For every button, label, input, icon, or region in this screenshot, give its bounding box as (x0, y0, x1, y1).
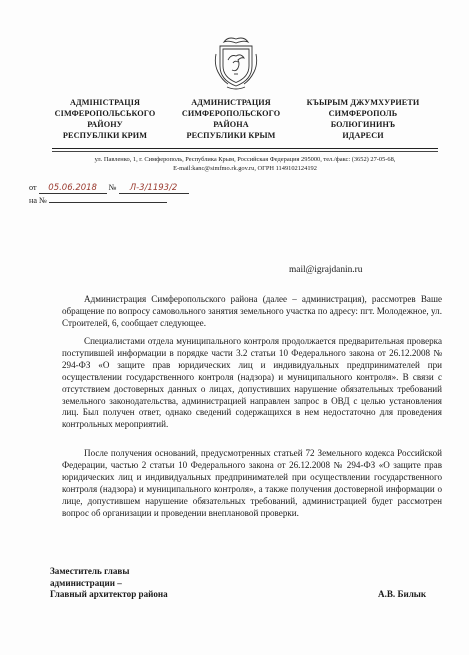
address-block (55, 155, 435, 173)
header-divider-thin (52, 151, 438, 152)
header-ua-line: СІМФЕРОПОЛЬСЬКОГО (54, 109, 156, 118)
reply-to-label: на № (29, 196, 47, 205)
signatory-name: А.В. Билык (378, 589, 427, 599)
outgoing-date: 05.06.2018 (39, 183, 107, 194)
from-label: от (29, 183, 37, 192)
header-ru-line: РЕСПУБЛИКИ КРЫМ (186, 131, 276, 140)
header-ru-line: СИМФЕРОПОЛЬСКОГО (181, 109, 281, 118)
number-label: № (108, 183, 117, 192)
header-ct-line: СИМФЕРОПОЛЬ (328, 109, 398, 118)
header-ua-line: АДМІНІСТРАЦІЯ (69, 98, 141, 107)
header-ua-line: РЕСПУБЛІКИ КРИМ (62, 131, 148, 140)
outgoing-number: Л-3/1193/2 (119, 183, 189, 194)
header-ru-line: РАЙОНА (213, 120, 249, 129)
header-divider (52, 148, 438, 149)
header-crimean-tatar (298, 97, 428, 141)
reply-to-line (29, 196, 167, 205)
body-paragraph (62, 448, 442, 519)
paragraph-text: Специалистами отдела муниципального контроля продолжается предварительная проверка поступившей информации в порядке части 3.2 статьи 10 Федерального закона от 26.12.2008 № 294-ФЗ «О защите прав юридических лиц и индивидуальных предпринимателей при осуществлении государственного контроля (надзора) и муниципального контроля». В связи с отсутствием достоверных данных о лицах, допустивших нарушение обязательных требований земельного законодательства, администрацией направлен запрос в ОВД с целью установления лиц. Был получен ответ, однако сведений содержащихся в нем недостаточно для проведения контрольных мероприятий. (62, 336, 442, 430)
header-ct-line: ИДАРЕСИ (342, 131, 384, 140)
reply-to-blank (49, 202, 167, 203)
address-line: ул. Павленко, 1, г. Симферополь, Республика Крым, Российская Федерация 295000, тел./факс: (3652) 27-05-68, (94, 156, 396, 163)
address-email-line: E-mail:kanc@simfmo.rk.gov.ru, ОГРН 1149102124192 (173, 165, 317, 172)
signatory-title-line: Главный архитектор района (50, 589, 168, 599)
header-ua-line: РАЙОНУ (87, 120, 123, 129)
paragraph-text: Администрация Симферопольского района (далее – администрация), рассмотрев Ваше обращение по вопросу самовольного занятия земельного участка по адресу: пгт. Молодежное, ул. Строителей, 6, сообщает следующее. (62, 294, 442, 328)
header-ukrainian (50, 97, 160, 141)
recipient-email: mail@igrajdanin.ru (289, 265, 363, 275)
header-ct-line: КЪЫРЫМ ДЖУМХУРИЕТИ (306, 98, 420, 107)
paragraph-text: После получения оснований, предусмотренных статьей 72 Земельного кодекса Российской Федерации, частью 2 статьи 10 Федерального закона от 26.12.2008 № 294-ФЗ «О защите прав юридических лиц и индивидуальных предпринимателей при осуществлении государственного контроля (надзора) и муниципального контроля», а также получения достоверной информации о лице, допустившем нарушение обязательных требований, администрацией будет рассмотрен вопрос об организации и проведении внеплановой проверки. (62, 448, 442, 518)
registration-line (29, 183, 189, 194)
header-russian (173, 97, 289, 141)
signatory-title (50, 566, 168, 601)
header-ct-line: БОЛЮГИНИНЪ (330, 120, 396, 129)
body-paragraph (62, 336, 442, 431)
signatory-title-line: администрации – (50, 577, 122, 588)
body-paragraph (62, 294, 442, 330)
signatory-title-line: Заместитель главы (50, 566, 130, 576)
coat-of-arms-icon (214, 34, 258, 90)
header-ru-line: АДМИНИСТРАЦИЯ (191, 98, 271, 107)
